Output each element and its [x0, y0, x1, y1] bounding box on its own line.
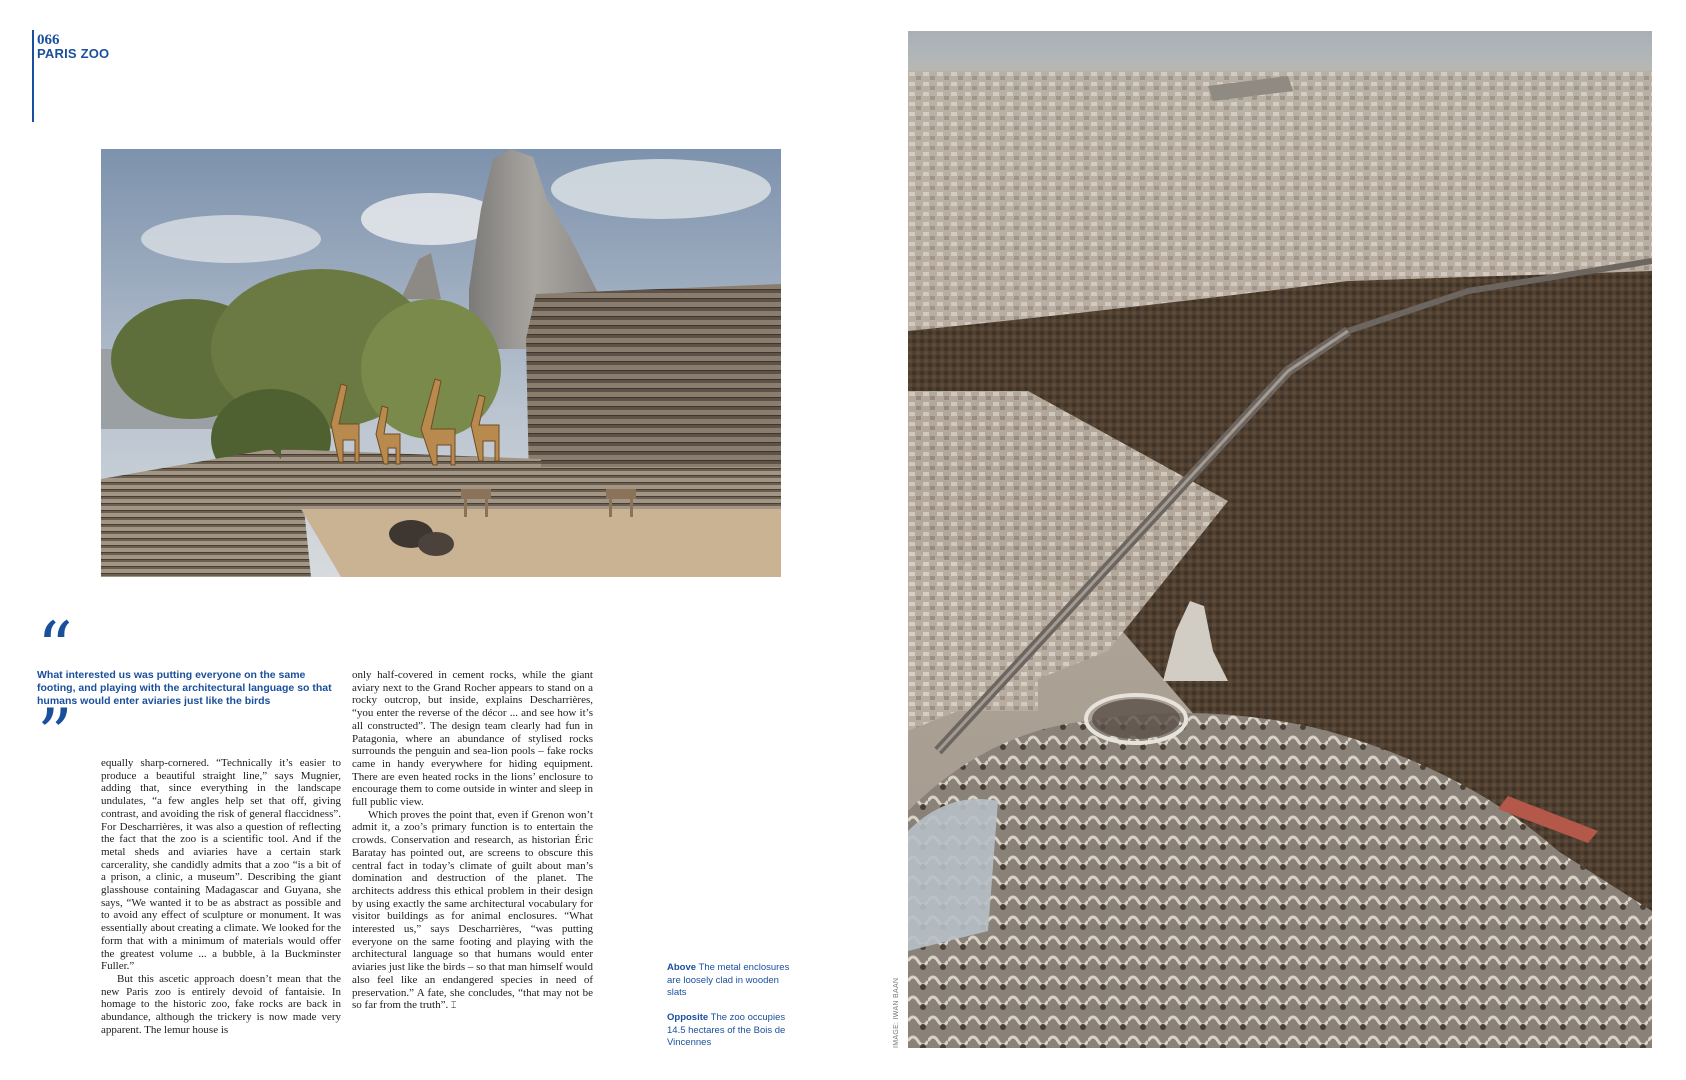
caption-label: Above [667, 962, 697, 973]
photo-credit: IMAGE: IWAN BAAN [893, 977, 900, 1048]
caption-text: The zoo occupies 14.5 hectares of the Bois de Vincennes [667, 1012, 786, 1048]
aerial-zoo-photo [908, 31, 1652, 1048]
body-paragraph: only half-covered in cement rocks, while the giant aviary next to the Grand Rocher appears to stand on a rocky outcrop, but inside, explains Descharrières, “you enter the reverse of the décor ... and see how it’s all constructed”. The design team clearly had fun in Patagonia, where an abundance of stylised rocks surrounds the penguin and sea-lion pools – fake rocks came in handy everywhere for hiding equipment. There are even heated rocks in the lions’ enclosure to encourage them to come outside in winter and sleep in full public view. [352, 669, 593, 809]
caption-label: Opposite [667, 1012, 709, 1023]
end-mark-icon: ⌶ [450, 1001, 457, 1012]
pullquote-close-mark: ” [37, 694, 73, 776]
section-title: PARIS ZOO [37, 46, 110, 61]
body-paragraph [352, 809, 593, 1013]
pullquote-text: What interested us was putting everyone on the same footing, and playing with the architectural language so that humans would enter aviaries just like the birds [37, 669, 332, 707]
body-paragraph: But this ascetic approach doesn’t mean that the new Paris zoo is entirely devoid of fantaisie. In homage to the historic zoo, fake rocks are back in abundance, although the trickery is now made very apparent. The lemur house is [101, 972, 341, 1036]
body-paragraph-text: Which proves the point that, even if Grenon won’t admit it, a zoo’s primary function is to entertain the crowds. Conservation and research, as historian Éric Baratay has pointed out, are screens to obscure this central fact in today’s climate of guilt about man’s domination and destruction of the planet. The architects address this ethical problem in their design by using exactly the same architectural vocabulary for visitor buildings as for animal enclosures. “What interested us,” says Descharrières, “was putting everyone on the same footing and playing with the architectural language so that humans would enter aviaries just like the birds – so that man himself would also feel like an endangered species in need of preservation.” A fate, she concludes, “that may not be so far from the truth”. [352, 808, 593, 1012]
body-column-2 [352, 669, 593, 1013]
giraffe-enclosure-photo [101, 149, 781, 577]
caption-opposite [667, 1012, 797, 1050]
pullquote-open-mark: “ [37, 607, 73, 689]
body-column-1 [101, 757, 341, 1036]
caption-text: The metal enclosures are loosely clad in wooden slats [667, 962, 790, 998]
caption-above [667, 962, 797, 1000]
body-paragraph: equally sharp-cornered. “Technically it’s easier to produce a beautiful straight line,” says Mugnier, adding that, since everything in the landscape undulates, “a few angles help set that off, giving contrast, and avoiding the risk of general flaccidness”. For Descharrières, it was also a question of reflecting the fact that the zoo is a scientific tool. And if the metal sheds and aviaries have a certain stark carcerality, she candidly admits that a zoo “is a bit of a prison, a clinic, a museum”. Describing the giant glasshouse containing Madagascar and Guyana, she says, “We wanted it to be as abstract as possible and to avoid any effect of sculpture or monument. It was essentially about creating a climate. We looked for the form that with a minimum of materials would offer the greatest volume ... a bubble, à la Buckminster Fuller.” [101, 757, 341, 973]
header-rule [32, 30, 34, 122]
page-number: 066 [37, 32, 60, 48]
